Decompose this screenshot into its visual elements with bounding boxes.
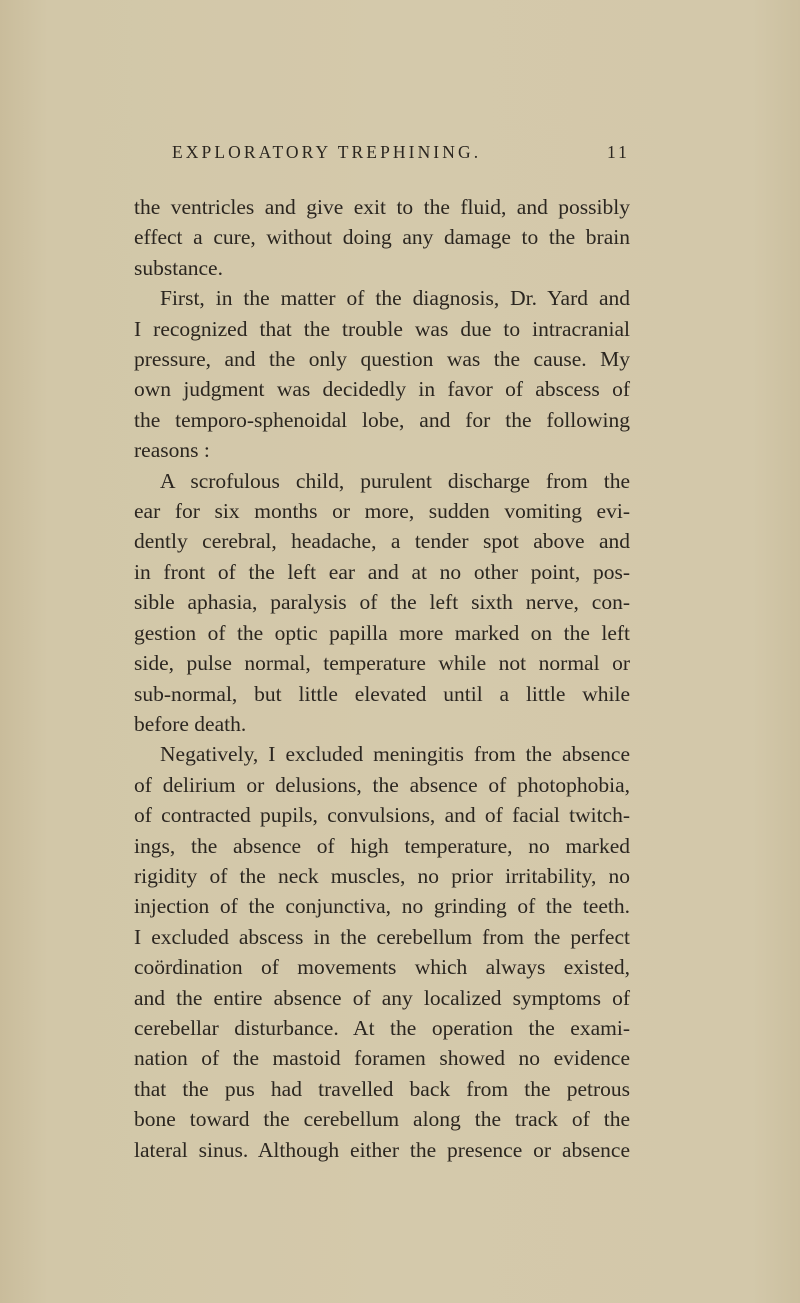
text-line: own judgment was decidedly in favor of abscess of — [134, 377, 630, 402]
text-line: reasons : — [134, 438, 210, 463]
text-line: A scrofulous child, purulent discharge from the — [160, 468, 630, 493]
text-line: side, pulse normal, temperature while not normal or — [134, 651, 630, 676]
text-line: coördination of movements which always existed, — [134, 955, 630, 980]
body-text — [134, 192, 630, 1165]
text-line: pressure, and the only question was the cause. My — [134, 347, 630, 372]
text-line: ings, the absence of high temperature, no marked — [134, 833, 630, 858]
running-title: EXPLORATORY TREPHINING. — [172, 142, 482, 162]
text-line: injection of the conjunctiva, no grinding of the teeth. — [134, 894, 630, 919]
text-line: rigidity of the neck muscles, no prior irritability, no — [134, 863, 630, 888]
text-line: First, in the matter of the diagnosis, Dr. Yard and — [160, 286, 630, 311]
page-number: 11 — [606, 142, 630, 162]
text-line: of delirium or delusions, the absence of photophobia, — [134, 772, 630, 797]
text-line: nation of the mastoid foramen showed no evidence — [134, 1046, 630, 1071]
text-line: the ventricles and give exit to the fluid, and possibly — [134, 195, 630, 219]
text-line: sub-normal, but little elevated until a little while — [134, 681, 630, 706]
text-line: of contracted pupils, convulsions, and of facial twitch- — [134, 803, 630, 828]
text-line: the temporo-sphenoidal lobe, and for the following — [134, 407, 630, 432]
text-line: bone toward the cerebellum along the track of the — [134, 1107, 630, 1132]
text-line: I excluded abscess in the cerebellum from the perfect — [134, 924, 630, 949]
text-line: effect a cure, without doing any damage to the brain — [134, 225, 630, 250]
text-line: ear for six months or more, sudden vomiting evi- — [134, 499, 630, 524]
text-line: in front of the left ear and at no other point, pos- — [134, 559, 630, 584]
text-line: Negatively, I excluded meningitis from the absence — [160, 742, 630, 767]
text-line: that the pus had travelled back from the petrous — [134, 1076, 630, 1101]
text-line: I recognized that the trouble was due to intracranial — [134, 316, 630, 341]
text-line: before death. — [134, 711, 247, 736]
text-line: dently cerebral, headache, a tender spot above and — [134, 529, 630, 554]
text-line: and the entire absence of any localized symptoms of — [134, 985, 630, 1010]
text-line: cerebellar disturbance. At the operation the exami- — [134, 1015, 630, 1040]
text-line: gestion of the optic papilla more marked on the left — [134, 620, 630, 645]
text-line: lateral sinus. Although either the presence or absence — [134, 1137, 630, 1162]
text-line: sible aphasia, paralysis of the left sixth nerve, con- — [134, 590, 630, 615]
text-line: substance. — [134, 255, 223, 280]
